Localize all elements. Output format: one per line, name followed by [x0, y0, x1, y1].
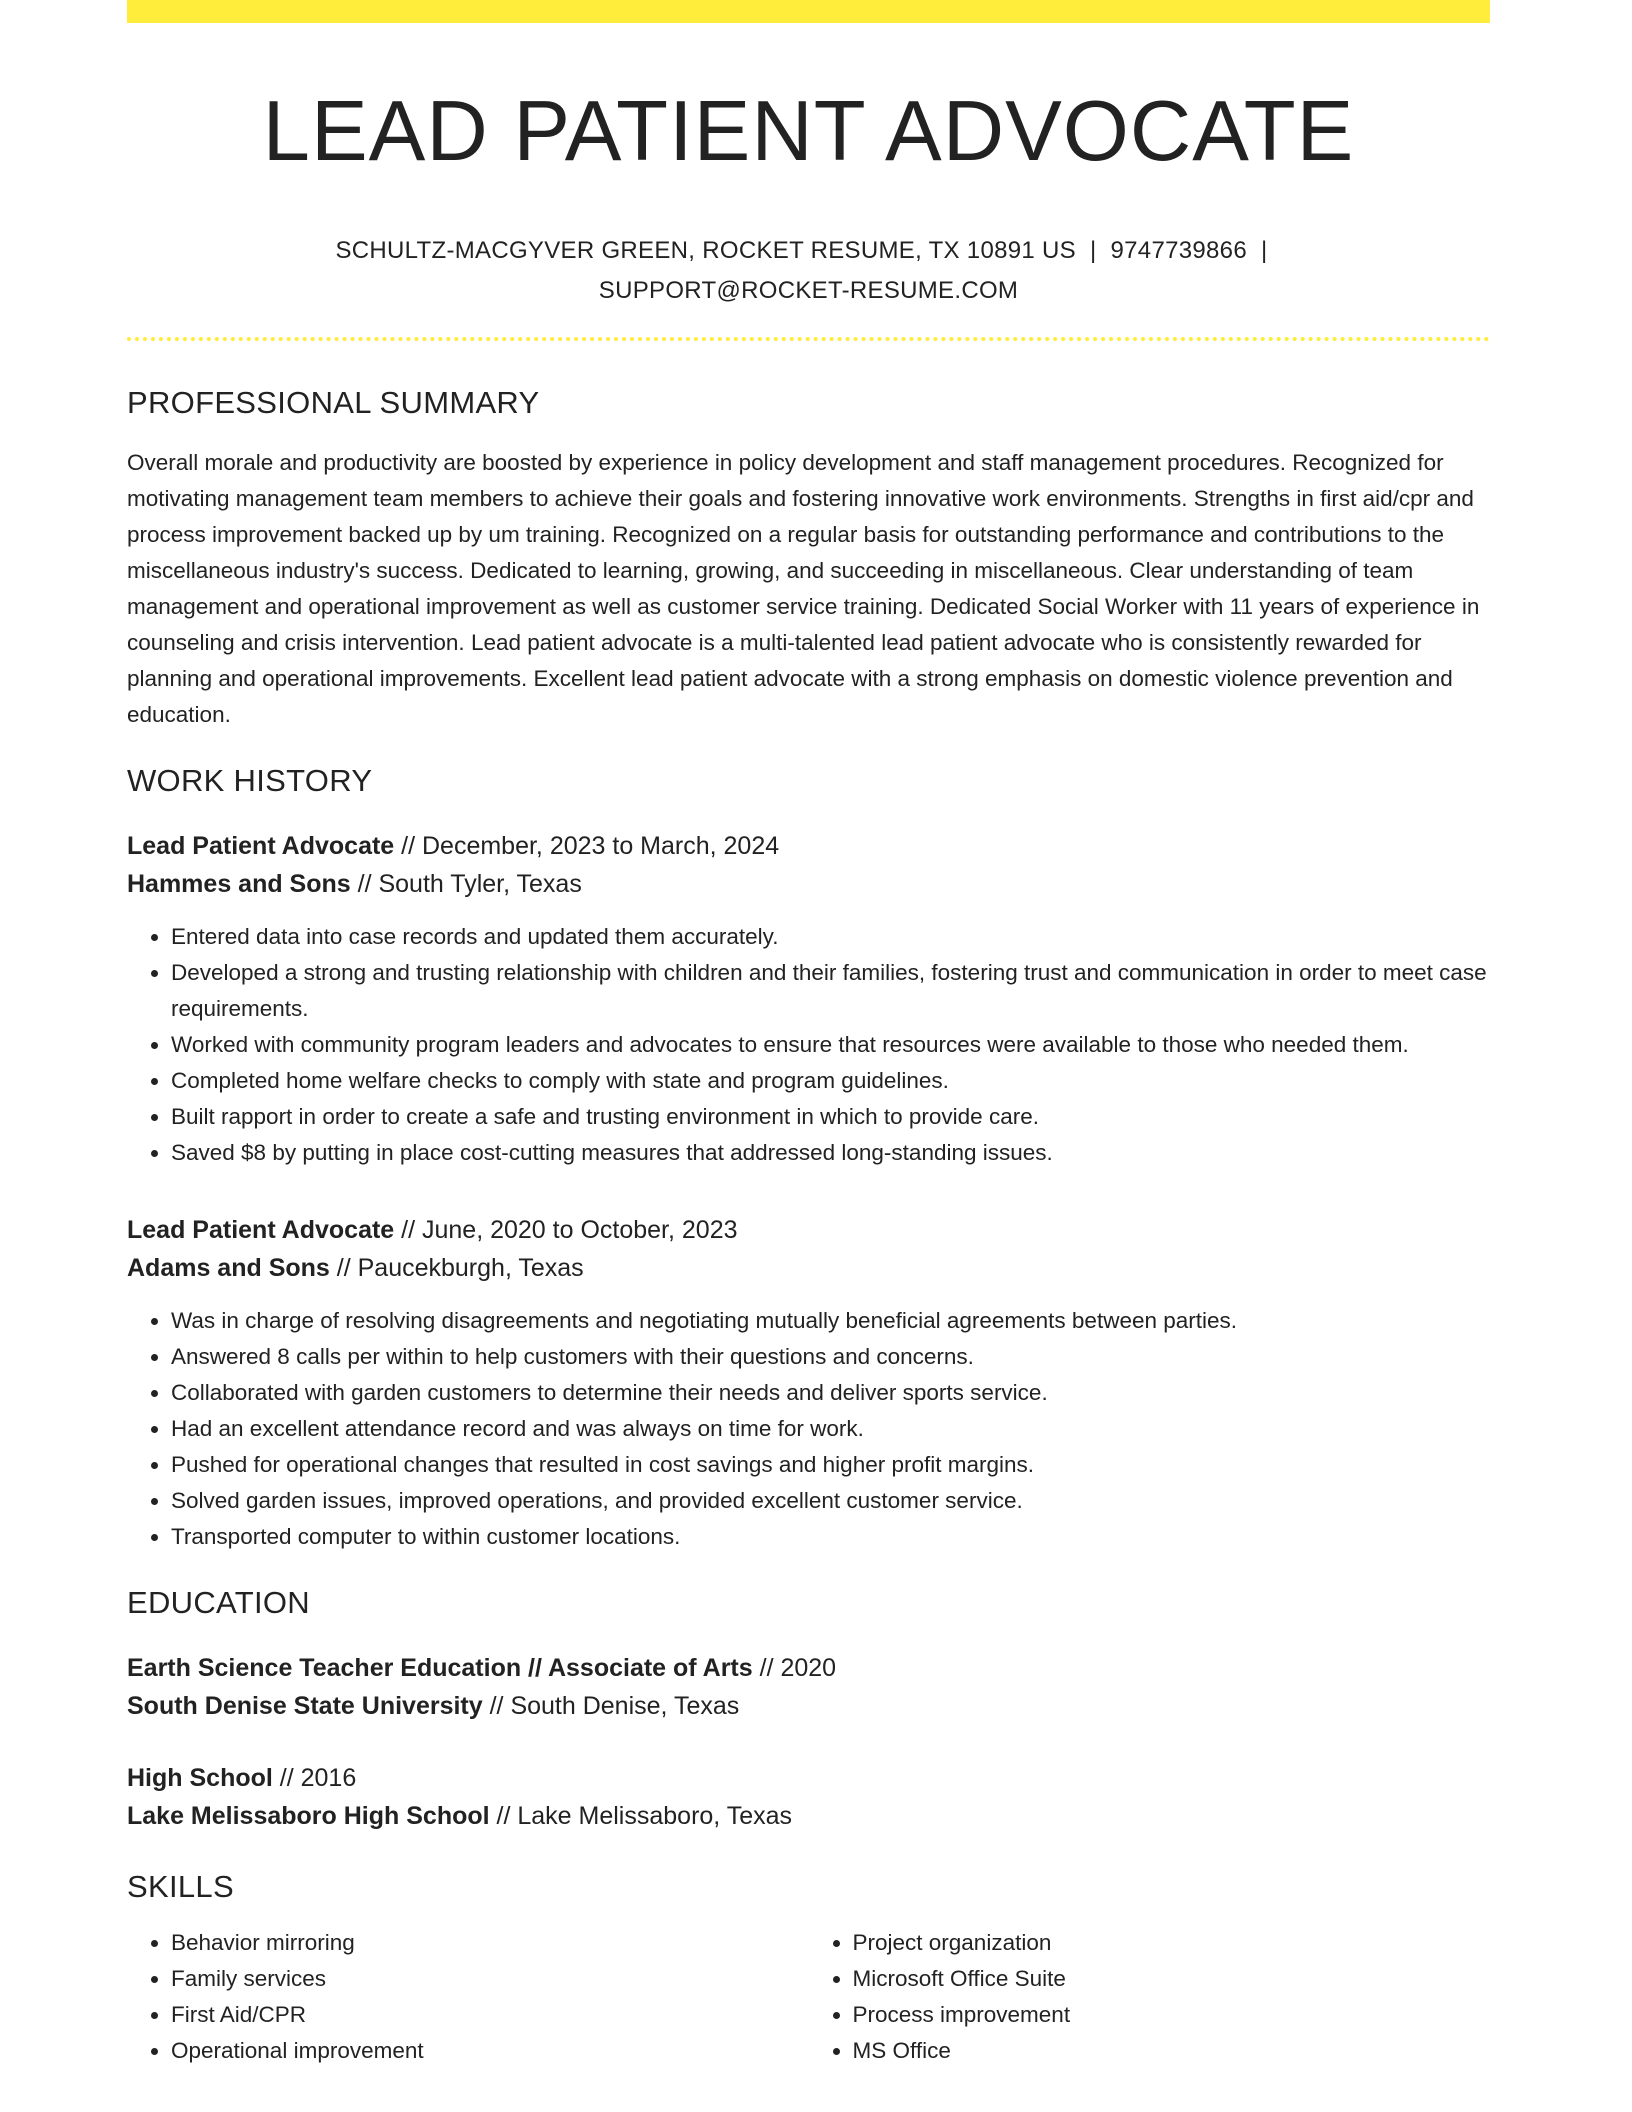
list-item: • Transported computer to within customer locations.: [171, 1519, 1490, 1555]
education-entry: [127, 1759, 1490, 1835]
degree: Earth Science Teacher Education // Associate of Arts: [127, 1654, 753, 1682]
list-item: • Behavior mirroring: [171, 1925, 809, 1961]
list-item: • Entered data into case records and updated them accurately.: [171, 919, 1490, 955]
list-item: • MS Office: [853, 2033, 1491, 2069]
skills-section: [127, 1869, 1490, 2069]
contact-separator: |: [1260, 237, 1268, 264]
list-item: • Answered 8 calls per within to help customers with their questions and concerns.: [171, 1339, 1490, 1375]
education-entry: [127, 1649, 1490, 1725]
list-item: • Process improvement: [853, 1997, 1491, 2033]
list-item: • Solved garden issues, improved operations, and provided excellent customer service.: [171, 1483, 1490, 1519]
page-title: LEAD PATIENT ADVOCATE: [262, 84, 1355, 179]
skills-list-right: [809, 1925, 1491, 2069]
skills-list-left: [127, 1925, 809, 2069]
list-item: • Built rapport in order to create a safe and trusting environment in which to provide care.: [171, 1099, 1490, 1135]
education-section: [127, 1585, 1490, 1835]
school-line: [127, 1797, 1490, 1835]
summary-text: Overall morale and productivity are boosted by experience in policy development and staff management procedures. Recognized for motivating management team members to achieve their goals and fostering innovative work environments. Strengths in first aid/cpr and process improvement backed up by um training. Recognized on a regular basis for outstanding performance and contributions to the miscellaneous industry's success. Dedicated to learning, growing, and succeeding in miscellaneous. Clear understanding of team management and operational improvement as well as customer service training. Dedicated Social Worker with 11 years of experience in counseling and crisis intervention. Lead patient advocate is a multi-talented lead patient advocate who is consistently rewarded for planning and operational improvements. Excellent lead patient advocate with a strong emphasis on domestic violence prevention and education.: [127, 450, 1480, 727]
contact-separator: |: [1089, 237, 1097, 264]
contact-email: SUPPORT@ROCKET-RESUME.COM: [598, 277, 1019, 304]
contact-info: [187, 231, 1430, 311]
job-company: Adams and Sons: [127, 1254, 330, 1282]
job-entry: [127, 827, 1490, 1171]
job-company: Hammes and Sons: [127, 870, 351, 898]
degree-line: [127, 1649, 1490, 1687]
list-item: • Saved $8 by putting in place cost-cutting measures that addressed long-standing issues.: [171, 1135, 1490, 1171]
job-duties-list: [127, 919, 1490, 1171]
job-dates: // June, 2020 to October, 2023: [394, 1216, 738, 1244]
job-title: Lead Patient Advocate: [127, 832, 395, 860]
list-item: • Operational improvement: [171, 2033, 809, 2069]
graduation-year: // 2016: [272, 1764, 357, 1792]
job-title: Lead Patient Advocate: [127, 1216, 395, 1244]
list-item: • Project organization: [853, 1925, 1491, 1961]
list-item: • First Aid/CPR: [171, 1997, 809, 2033]
skills-columns: [127, 1925, 1490, 2069]
job-location: // South Tyler, Texas: [350, 870, 582, 898]
summary-heading: PROFESSIONAL SUMMARY: [127, 385, 540, 420]
skills-heading: SKILLS: [127, 1869, 234, 1904]
accent-top-bar: [127, 0, 1490, 23]
job-company-line: [127, 1249, 1490, 1287]
work-history-heading: WORK HISTORY: [127, 763, 373, 798]
resume-content: [127, 23, 1490, 2069]
graduation-year: // 2020: [752, 1654, 837, 1682]
dotted-divider: [127, 337, 1490, 341]
job-duties-list: [127, 1303, 1490, 1555]
list-item: • Family services: [171, 1961, 809, 1997]
job-title-line: [127, 827, 1490, 865]
degree-line: [127, 1759, 1490, 1797]
list-item: • Collaborated with garden customers to determine their needs and deliver sports service.: [171, 1375, 1490, 1411]
school-name: South Denise State University: [127, 1692, 483, 1720]
summary-section: [127, 385, 1490, 733]
school-name: Lake Melissaboro High School: [127, 1802, 490, 1830]
contact-phone: 9747739866: [1110, 237, 1247, 264]
school-line: [127, 1687, 1490, 1725]
list-item: • Microsoft Office Suite: [853, 1961, 1491, 1997]
education-heading: EDUCATION: [127, 1585, 310, 1620]
contact-address: SCHULTZ-MACGYVER GREEN, ROCKET RESUME, TX 10891 US: [335, 237, 1076, 264]
job-entry: [127, 1211, 1490, 1555]
school-location: // South Denise, Texas: [482, 1692, 740, 1720]
job-dates: // December, 2023 to March, 2024: [394, 832, 780, 860]
list-item: • Worked with community program leaders and advocates to ensure that resources were available to those who needed them.: [171, 1027, 1490, 1063]
job-company-line: [127, 865, 1490, 903]
list-item: • Completed home welfare checks to comply with state and program guidelines.: [171, 1063, 1490, 1099]
school-location: // Lake Melissaboro, Texas: [489, 1802, 793, 1830]
job-title-line: [127, 1211, 1490, 1249]
list-item: • Pushed for operational changes that resulted in cost savings and higher profit margins.: [171, 1447, 1490, 1483]
list-item: • Was in charge of resolving disagreements and negotiating mutually beneficial agreements between parties.: [171, 1303, 1490, 1339]
list-item: • Had an excellent attendance record and was always on time for work.: [171, 1411, 1490, 1447]
job-location: // Paucekburgh, Texas: [329, 1254, 584, 1282]
degree: High School: [127, 1764, 273, 1792]
work-history-section: [127, 763, 1490, 1555]
list-item: • Developed a strong and trusting relationship with children and their families, fostering trust and communication in order to meet case requirements.: [171, 955, 1490, 1027]
